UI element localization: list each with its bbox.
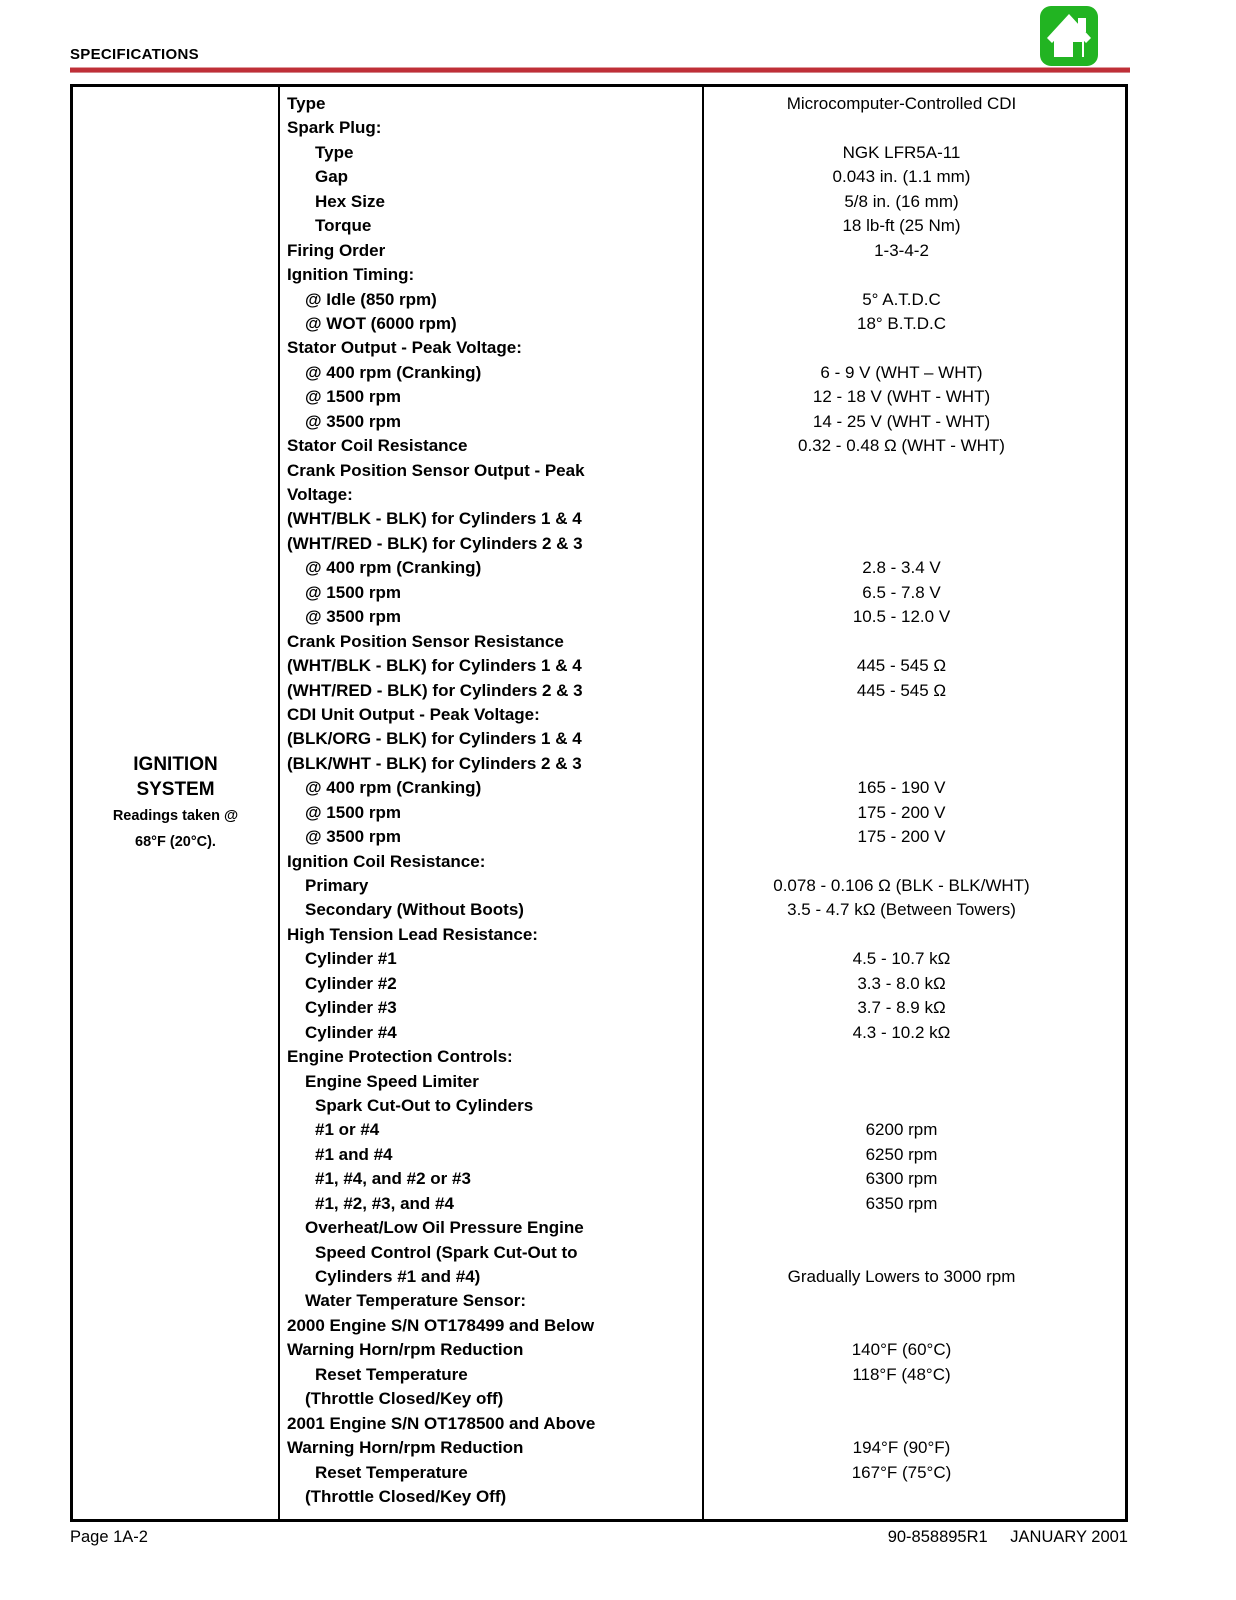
spec-value: 6200 rpm bbox=[865, 1120, 938, 1140]
spec-value bbox=[704, 1387, 1125, 1411]
spec-label: Cylinders #1 and #4) bbox=[315, 1267, 481, 1286]
spec-value: 194°F (90°F) bbox=[852, 1438, 951, 1458]
spec-value: 3.5 - 4.7 kΩ (Between Towers) bbox=[787, 900, 1016, 920]
spec-label: (Throttle Closed/Key off) bbox=[305, 1389, 504, 1409]
spec-label: Warning Horn/rpm Reduction bbox=[287, 1438, 524, 1458]
spec-value: 6300 rpm bbox=[865, 1169, 938, 1189]
spec-label: Stator Output - Peak Voltage: bbox=[287, 338, 522, 358]
spec-label: (BLK/ORG - BLK) for Cylinders 1 & 4 bbox=[287, 729, 582, 749]
spec-value bbox=[704, 459, 1125, 483]
spec-value: 0.078 - 0.106 Ω (BLK - BLK/WHT) bbox=[773, 876, 1030, 895]
system-name-cell bbox=[73, 87, 280, 1519]
spec-value: 6.5 - 7.8 V bbox=[862, 582, 941, 602]
spec-label: Warning Horn/rpm Reduction bbox=[287, 1340, 524, 1360]
spec-label: @ WOT (6000 rpm) bbox=[305, 313, 457, 333]
spec-label: Engine Speed Limiter bbox=[305, 1071, 479, 1091]
spec-label: (WHT/BLK - BLK) for Cylinders 1 & 4 bbox=[287, 509, 582, 529]
spec-value: 12 - 18 V (WHT - WHT) bbox=[812, 387, 991, 407]
spec-label: @ 400 rpm (Cranking) bbox=[305, 362, 482, 382]
spec-labels-column bbox=[280, 87, 704, 1519]
spec-label: Torque bbox=[315, 216, 372, 236]
spec-value: 5/8 in. (16 mm) bbox=[844, 191, 959, 211]
spec-value: 3.7 - 8.9 kΩ bbox=[857, 998, 946, 1018]
spec-label: Reset Temperature bbox=[315, 1462, 468, 1482]
spec-label: Crank Position Sensor Output - Peak bbox=[287, 460, 585, 480]
spec-value: 118°F (48°C) bbox=[852, 1364, 951, 1384]
spec-label: Ignition Coil Resistance: bbox=[287, 851, 486, 871]
spec-value: NGK LFR5A-11 bbox=[842, 142, 961, 162]
spec-label: @ 1500 rpm bbox=[305, 802, 401, 822]
spec-value: 2.8 - 3.4 V bbox=[862, 558, 941, 578]
specifications-table bbox=[70, 84, 1128, 1522]
spec-value: Gradually Lowers to 3000 rpm bbox=[787, 1267, 1016, 1286]
spec-value bbox=[704, 752, 1125, 776]
spec-value: Microcomputer-Controlled CDI bbox=[786, 94, 1017, 113]
spec-value: 14 - 25 V (WHT - WHT) bbox=[812, 411, 991, 431]
spec-value bbox=[704, 1070, 1125, 1094]
spec-label: Reset Temperature bbox=[315, 1364, 468, 1384]
spec-value: 167°F (75°C) bbox=[851, 1462, 952, 1482]
spec-label: (WHT/RED - BLK) for Cylinders 2 & 3 bbox=[287, 680, 583, 700]
system-subtitle-line1: Readings taken @ bbox=[112, 808, 239, 824]
spec-label: #1, #2, #3, and #4 bbox=[315, 1193, 454, 1213]
spec-label: (WHT/RED - BLK) for Cylinders 2 & 3 bbox=[287, 533, 583, 553]
spec-label: @ 3500 rpm bbox=[305, 411, 401, 431]
spec-label: @ 3500 rpm bbox=[305, 827, 401, 847]
spec-value bbox=[704, 1216, 1125, 1240]
spec-value bbox=[704, 1241, 1125, 1265]
spec-label: Gap bbox=[315, 167, 349, 187]
spec-value bbox=[704, 532, 1125, 556]
spec-value: 175 - 200 V bbox=[857, 802, 946, 822]
spec-value bbox=[704, 263, 1125, 287]
spec-label: Type bbox=[287, 94, 326, 113]
spec-label: Water Temperature Sensor: bbox=[305, 1291, 527, 1311]
page-title: SPECIFICATIONS bbox=[70, 46, 199, 63]
spec-value bbox=[704, 703, 1125, 727]
spec-value bbox=[704, 1094, 1125, 1118]
spec-value bbox=[704, 727, 1125, 751]
spec-label: 2001 Engine S/N OT178500 and Above bbox=[287, 1413, 596, 1433]
spec-value bbox=[704, 1485, 1125, 1509]
spec-value: 165 - 190 V bbox=[857, 778, 946, 798]
spec-value: 6250 rpm bbox=[865, 1144, 938, 1164]
system-subtitle-line2: 68°F (20°C). bbox=[135, 834, 216, 850]
spec-value bbox=[704, 1289, 1125, 1313]
spec-value: 10.5 - 12.0 V bbox=[852, 607, 951, 627]
spec-label: @ 1500 rpm bbox=[305, 582, 401, 602]
spec-label: Firing Order bbox=[287, 240, 386, 260]
spec-label: CDI Unit Output - Peak Voltage: bbox=[287, 704, 540, 724]
home-icon bbox=[1040, 53, 1098, 70]
spec-value: 6 - 9 V (WHT – WHT) bbox=[820, 362, 983, 382]
spec-value: 445 - 545 Ω bbox=[856, 680, 947, 700]
spec-label: @ Idle (850 rpm) bbox=[305, 289, 437, 309]
spec-label: Secondary (Without Boots) bbox=[305, 900, 524, 920]
spec-label: #1 and #4 bbox=[315, 1144, 393, 1164]
spec-value bbox=[704, 336, 1125, 360]
spec-value bbox=[704, 630, 1125, 654]
spec-value bbox=[704, 116, 1125, 140]
spec-label: Spark Plug: bbox=[287, 118, 382, 138]
spec-label: Cylinder #2 bbox=[305, 973, 397, 993]
spec-value: 3.3 - 8.0 kΩ bbox=[857, 973, 946, 993]
spec-value bbox=[704, 1314, 1125, 1338]
spec-label: @ 400 rpm (Cranking) bbox=[305, 558, 482, 578]
spec-label: (Throttle Closed/Key Off) bbox=[305, 1486, 507, 1506]
spec-label: Engine Protection Controls: bbox=[287, 1047, 513, 1067]
spec-label: (BLK/WHT - BLK) for Cylinders 2 & 3 bbox=[287, 753, 582, 773]
spec-label: Hex Size bbox=[315, 191, 385, 211]
spec-value: 18° B.T.D.C bbox=[857, 313, 946, 333]
spec-value: 0.32 - 0.48 Ω (WHT - WHT) bbox=[798, 436, 1005, 456]
spec-label: Cylinder #4 bbox=[305, 1022, 397, 1042]
spec-label: @ 3500 rpm bbox=[305, 607, 401, 627]
spec-label: Stator Coil Resistance bbox=[287, 436, 468, 456]
spec-value: 18 lb-ft (25 Nm) bbox=[842, 216, 961, 236]
spec-value: 4.5 - 10.7 kΩ bbox=[852, 949, 951, 969]
footer-date: JANUARY 2001 bbox=[1010, 1528, 1128, 1546]
spec-value: 4.3 - 10.2 kΩ bbox=[852, 1022, 951, 1042]
spec-value bbox=[704, 850, 1125, 874]
spec-label: @ 400 rpm (Cranking) bbox=[305, 778, 482, 798]
home-button[interactable] bbox=[1040, 6, 1098, 66]
system-title-line1: IGNITION bbox=[133, 754, 218, 775]
spec-label: Ignition Timing: bbox=[287, 265, 415, 285]
spec-value: 1-3-4-2 bbox=[874, 240, 929, 260]
spec-value bbox=[704, 923, 1125, 947]
spec-value: 175 - 200 V bbox=[857, 827, 946, 847]
spec-label: Crank Position Sensor Resistance bbox=[287, 631, 564, 651]
spec-label: (WHT/BLK - BLK) for Cylinders 1 & 4 bbox=[287, 656, 582, 676]
spec-label: High Tension Lead Resistance: bbox=[287, 924, 538, 944]
spec-values-column bbox=[704, 87, 1125, 1519]
spec-value bbox=[704, 483, 1125, 507]
spec-label: Spark Cut-Out to Cylinders bbox=[315, 1095, 534, 1115]
system-title-line2: SYSTEM bbox=[136, 779, 215, 800]
spec-label: Speed Control (Spark Cut-Out to bbox=[315, 1242, 578, 1262]
spec-label: Cylinder #3 bbox=[305, 998, 397, 1018]
spec-label: #1, #4, and #2 or #3 bbox=[315, 1169, 471, 1189]
spec-value bbox=[704, 1412, 1125, 1436]
spec-label: Primary bbox=[305, 876, 369, 895]
spec-value bbox=[704, 507, 1125, 531]
spec-label: Voltage: bbox=[287, 485, 353, 504]
spec-value: 5° A.T.D.C bbox=[862, 289, 941, 309]
footer-page-number: Page 1A-2 bbox=[70, 1528, 148, 1546]
footer-doc-number: 90-858895R1 bbox=[887, 1528, 988, 1546]
spec-value: 445 - 545 Ω bbox=[856, 656, 947, 676]
page-footer bbox=[70, 1528, 1128, 1547]
spec-value: 0.043 in. (1.1 mm) bbox=[832, 167, 971, 187]
spec-value bbox=[704, 1045, 1125, 1069]
spec-label: Overheat/Low Oil Pressure Engine bbox=[305, 1218, 584, 1238]
header-divider bbox=[70, 67, 1130, 73]
spec-label: @ 1500 rpm bbox=[305, 387, 401, 407]
spec-label: Cylinder #1 bbox=[305, 949, 397, 969]
spec-value: 140°F (60°C) bbox=[851, 1340, 952, 1360]
footer-doc-info bbox=[888, 1528, 1128, 1547]
spec-label: #1 or #4 bbox=[315, 1120, 380, 1140]
spec-label: 2000 Engine S/N OT178499 and Below bbox=[287, 1315, 595, 1335]
spec-value: 6350 rpm bbox=[865, 1193, 938, 1213]
spec-label: Type bbox=[315, 142, 354, 162]
